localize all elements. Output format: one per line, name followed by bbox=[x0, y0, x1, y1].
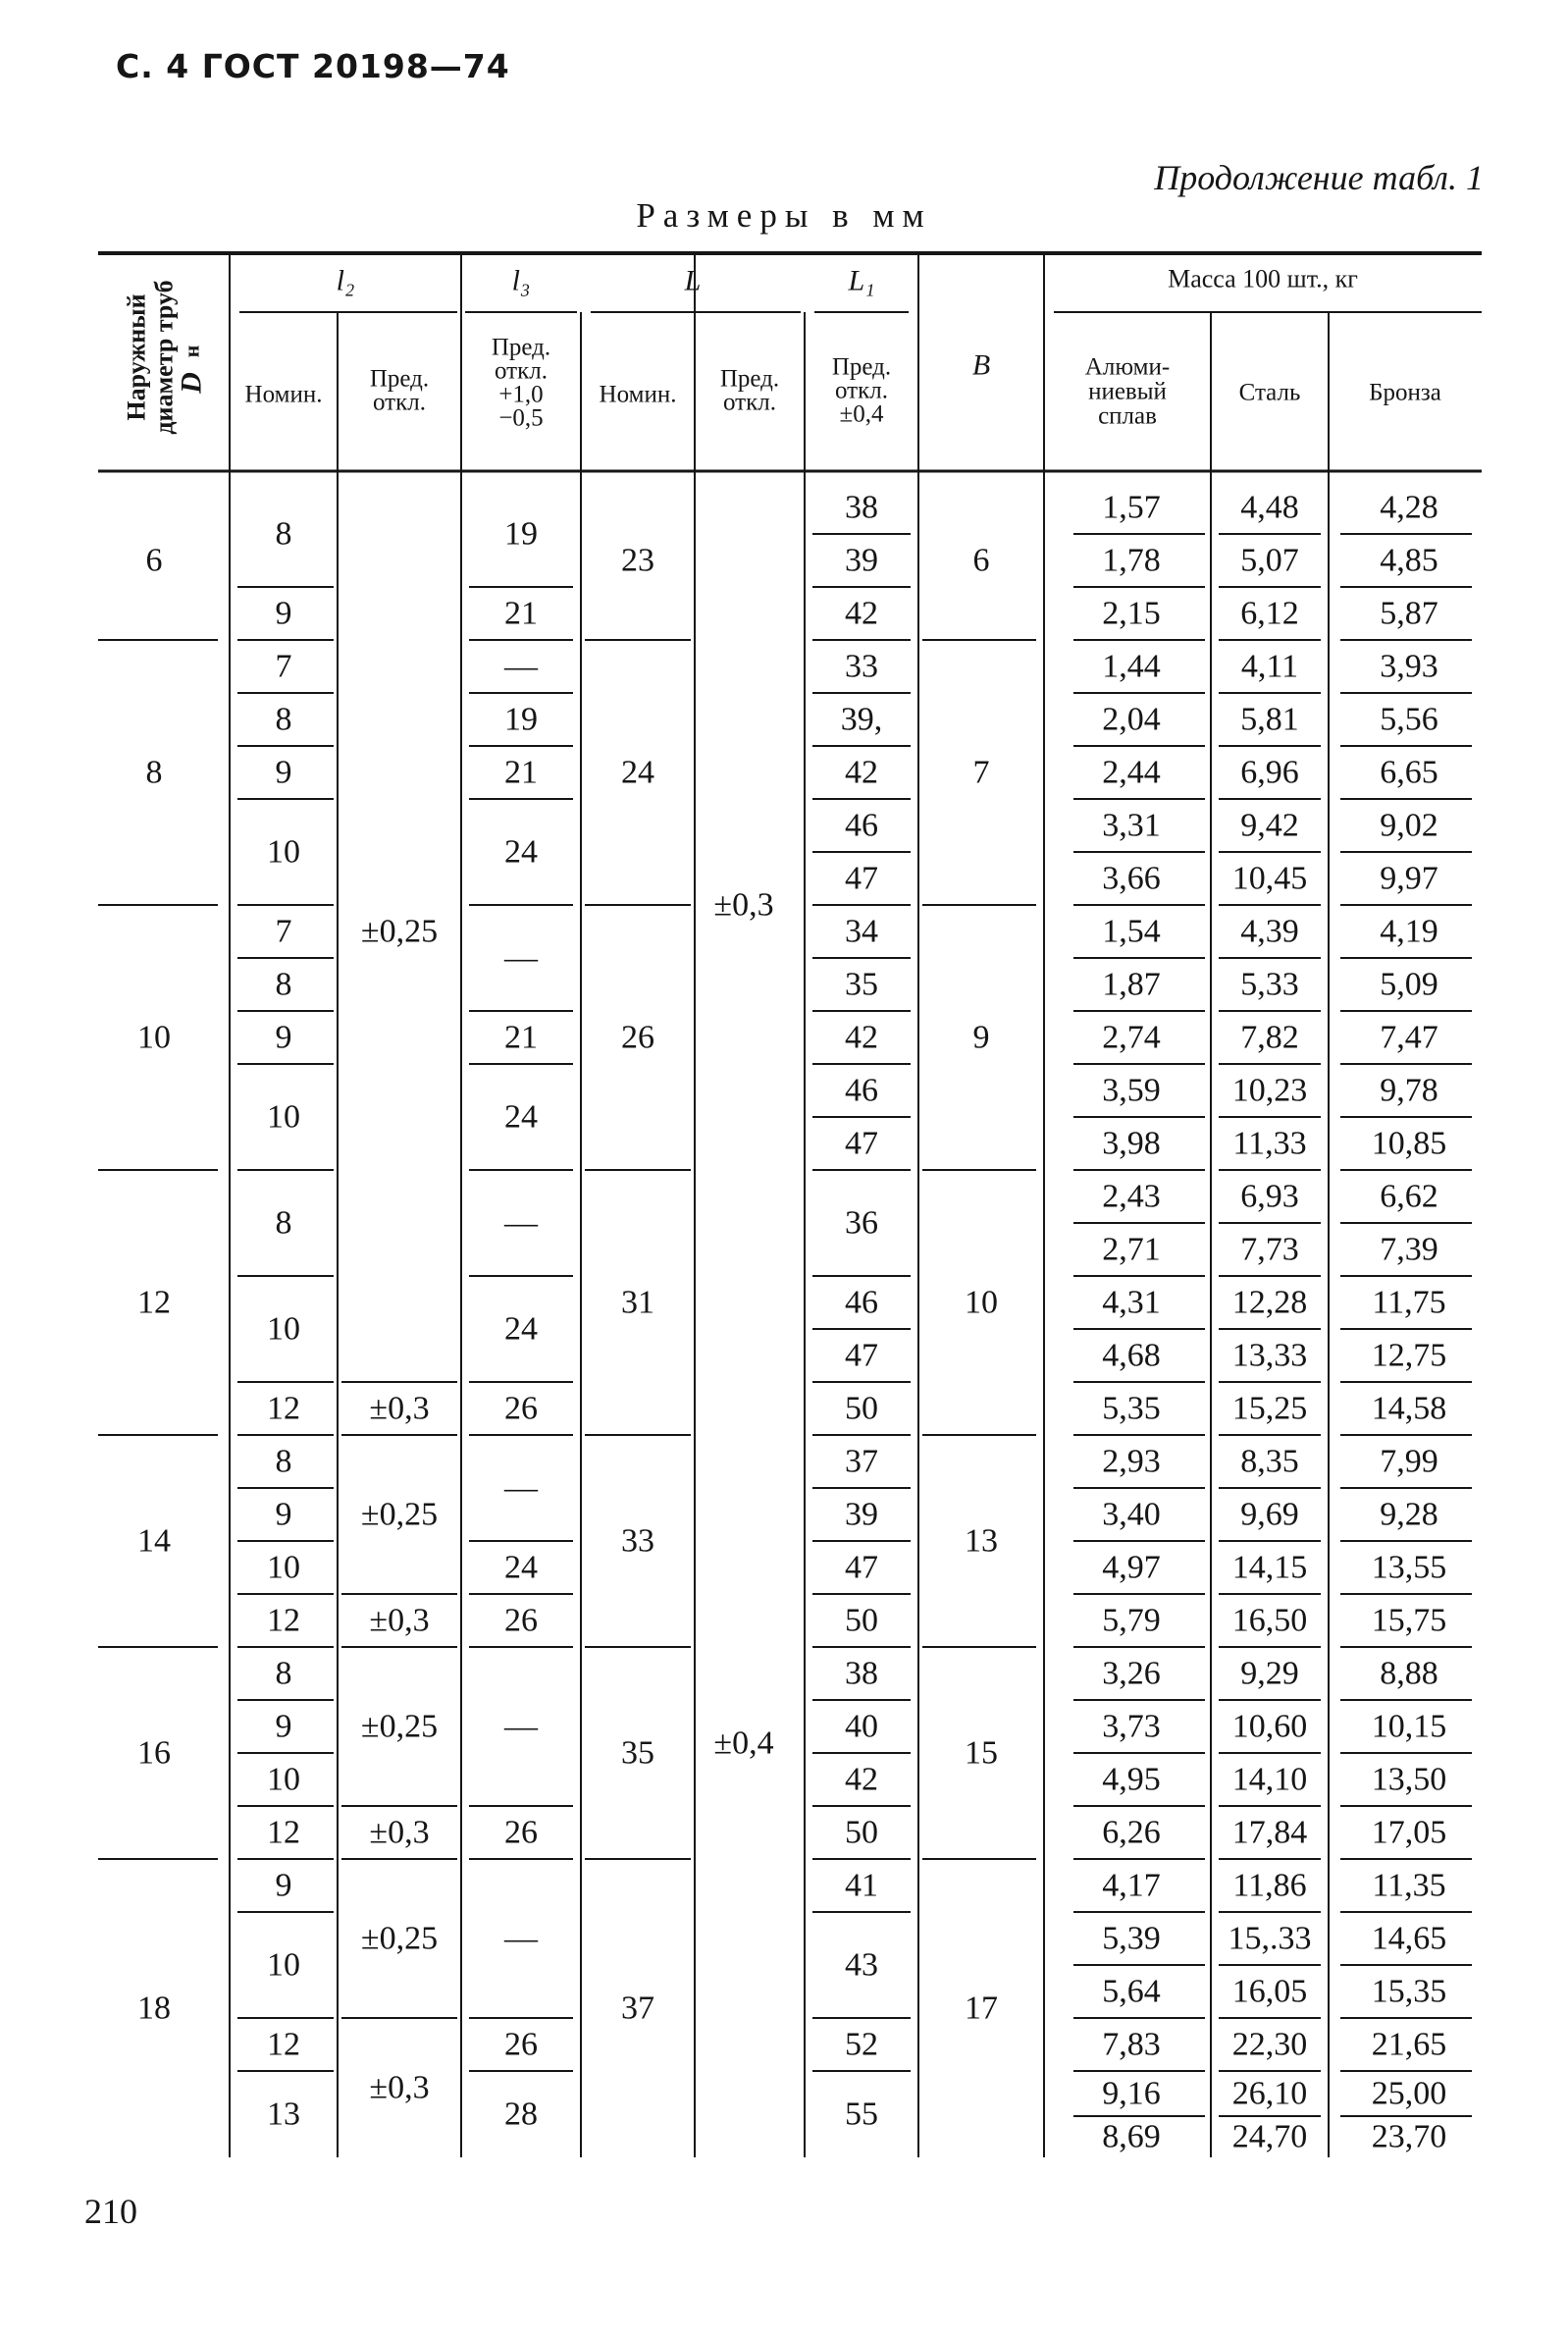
mass-aluminium-value: 2,15 bbox=[1102, 595, 1161, 632]
header-L1-deviation: откл. bbox=[835, 377, 888, 404]
mass-bronze-value: 12,75 bbox=[1371, 1337, 1447, 1374]
mass-aluminium-value: 9,16 bbox=[1102, 2075, 1161, 2112]
mass-steel-value: 10,45 bbox=[1231, 860, 1308, 897]
L1-value: 33 bbox=[845, 648, 878, 685]
L-nominal-value: 37 bbox=[621, 1990, 654, 2027]
l2-nominal-value: 10 bbox=[267, 833, 300, 871]
l2-nominal-value: 12 bbox=[267, 2026, 300, 2063]
mass-aluminium-value: 2,71 bbox=[1102, 1231, 1161, 1268]
mass-steel-value: 6,12 bbox=[1240, 595, 1299, 632]
B-value: 9 bbox=[972, 1019, 990, 1056]
mass-steel-value: 4,11 bbox=[1240, 648, 1299, 685]
l3-value: 24 bbox=[504, 1310, 538, 1348]
mass-aluminium-value: 1,78 bbox=[1102, 542, 1161, 579]
mass-aluminium-value: 4,95 bbox=[1102, 1761, 1161, 1798]
mass-aluminium-value: 3,98 bbox=[1102, 1125, 1161, 1162]
mass-steel-value: 13,33 bbox=[1231, 1337, 1308, 1374]
l2-deviation-value: ±0,25 bbox=[360, 913, 439, 950]
mass-steel-value: 4,48 bbox=[1240, 489, 1299, 526]
mass-aluminium-value: 1,54 bbox=[1102, 913, 1161, 950]
mass-steel-value: 5,81 bbox=[1240, 701, 1299, 738]
L1-value: 42 bbox=[845, 595, 878, 632]
l3-value: 21 bbox=[504, 754, 538, 791]
mass-bronze-value: 4,19 bbox=[1380, 913, 1438, 950]
mass-steel-value: 14,15 bbox=[1231, 1549, 1308, 1586]
mass-aluminium-value: 3,26 bbox=[1102, 1655, 1161, 1692]
header-l3: l₃ bbox=[511, 264, 531, 297]
l3-value: 26 bbox=[504, 1814, 538, 1851]
L1-value: 46 bbox=[845, 807, 878, 844]
l2-nominal-value: 8 bbox=[275, 515, 292, 553]
l3-value: — bbox=[504, 1920, 538, 1957]
mass-steel-value: 10,23 bbox=[1231, 1072, 1308, 1109]
l3-value: 21 bbox=[504, 1019, 538, 1056]
mass-aluminium-value: 5,64 bbox=[1102, 1973, 1161, 2010]
table-continuation-label: Продолжение табл. 1 bbox=[1154, 158, 1484, 197]
mass-steel-value: 7,82 bbox=[1240, 1019, 1299, 1056]
mass-bronze-value: 11,35 bbox=[1372, 1867, 1446, 1904]
mass-aluminium-value: 4,17 bbox=[1102, 1867, 1161, 1904]
header-l3-deviation: −0,5 bbox=[498, 404, 544, 432]
mass-bronze-value: 6,62 bbox=[1380, 1178, 1438, 1215]
header-L: L bbox=[684, 264, 702, 297]
mass-steel-value: 12,28 bbox=[1231, 1284, 1308, 1321]
mass-steel-value: 9,29 bbox=[1240, 1655, 1299, 1692]
mass-aluminium-value: 1,87 bbox=[1102, 966, 1161, 1003]
mass-aluminium-value: 3,31 bbox=[1102, 807, 1161, 844]
mass-aluminium-value: 6,26 bbox=[1102, 1814, 1161, 1851]
mass-bronze-value: 14,65 bbox=[1371, 1920, 1447, 1957]
mass-bronze-value: 10,85 bbox=[1371, 1125, 1447, 1162]
L1-value: 50 bbox=[845, 1390, 878, 1427]
outer-diameter-value: 12 bbox=[137, 1284, 171, 1321]
B-value: 15 bbox=[965, 1734, 998, 1772]
L1-value: 52 bbox=[845, 2026, 878, 2063]
L-deviation-value: ±0,4 bbox=[713, 1725, 774, 1762]
l2-nominal-value: 12 bbox=[267, 1814, 300, 1851]
l3-value: 28 bbox=[504, 2096, 538, 2133]
header-l3-deviation: +1,0 bbox=[498, 381, 544, 408]
B-value: 7 bbox=[972, 754, 990, 791]
header-B: B bbox=[971, 348, 991, 382]
l2-nominal-value: 7 bbox=[275, 648, 292, 685]
header-l3-deviation: откл. bbox=[495, 357, 548, 385]
header-l2-deviation: откл. bbox=[373, 389, 426, 416]
L1-value: 41 bbox=[845, 1867, 878, 1904]
header-outer-diameter: диаметр труб bbox=[149, 280, 179, 435]
outer-diameter-value: 8 bbox=[145, 754, 163, 791]
header-bronze: Бронза bbox=[1369, 379, 1441, 406]
L1-value: 42 bbox=[845, 1761, 878, 1798]
mass-aluminium-value: 1,44 bbox=[1102, 648, 1161, 685]
l3-value: 26 bbox=[504, 1390, 538, 1427]
mass-bronze-value: 25,00 bbox=[1371, 2075, 1447, 2112]
mass-steel-value: 9,69 bbox=[1240, 1496, 1299, 1533]
mass-aluminium-value: 5,39 bbox=[1102, 1920, 1161, 1957]
header-outer-diameter-subscript: н bbox=[179, 345, 204, 358]
mass-bronze-value: 7,39 bbox=[1380, 1231, 1438, 1268]
l2-nominal-value: 10 bbox=[267, 1761, 300, 1798]
header-L-deviation: откл. bbox=[723, 389, 776, 416]
mass-aluminium-value: 2,04 bbox=[1102, 701, 1161, 738]
l2-deviation-value: ±0,25 bbox=[360, 1496, 439, 1533]
mass-aluminium-value: 2,93 bbox=[1102, 1443, 1161, 1480]
L1-value: 35 bbox=[845, 966, 878, 1003]
mass-bronze-value: 7,47 bbox=[1380, 1019, 1438, 1056]
header-outer-diameter: Наружный bbox=[122, 293, 151, 421]
mass-bronze-value: 4,85 bbox=[1380, 542, 1438, 579]
L-nominal-value: 33 bbox=[621, 1522, 654, 1560]
l2-nominal-value: 10 bbox=[267, 1098, 300, 1136]
l2-nominal-value: 9 bbox=[275, 595, 292, 632]
mass-steel-value: 10,60 bbox=[1231, 1708, 1308, 1745]
header-L-deviation: Пред. bbox=[719, 365, 780, 393]
l2-nominal-value: 10 bbox=[267, 1310, 300, 1348]
mass-bronze-value: 4,28 bbox=[1380, 489, 1438, 526]
L-nominal-value: 24 bbox=[621, 754, 654, 791]
l2-deviation-value: ±0,25 bbox=[360, 1920, 439, 1957]
l3-value: 24 bbox=[504, 833, 538, 871]
mass-steel-value: 11,33 bbox=[1232, 1125, 1307, 1162]
l2-nominal-value: 9 bbox=[275, 1708, 292, 1745]
mass-aluminium-value: 2,43 bbox=[1102, 1178, 1161, 1215]
mass-bronze-value: 13,55 bbox=[1371, 1549, 1447, 1586]
L-nominal-value: 31 bbox=[621, 1284, 654, 1321]
l2-nominal-value: 8 bbox=[275, 1204, 292, 1242]
mass-bronze-value: 5,87 bbox=[1380, 595, 1438, 632]
l3-value: — bbox=[504, 1708, 538, 1745]
l2-nominal-value: 9 bbox=[275, 1867, 292, 1904]
mass-steel-value: 15,.33 bbox=[1228, 1920, 1312, 1957]
mass-steel-value: 14,10 bbox=[1231, 1761, 1308, 1798]
L1-value: 34 bbox=[845, 913, 878, 950]
mass-aluminium-value: 5,35 bbox=[1102, 1390, 1161, 1427]
mass-aluminium-value: 3,59 bbox=[1102, 1072, 1161, 1109]
mass-bronze-value: 11,75 bbox=[1372, 1284, 1446, 1321]
page-number: 210 bbox=[84, 2192, 137, 2231]
mass-bronze-value: 5,56 bbox=[1380, 701, 1438, 738]
l2-deviation-value: ±0,3 bbox=[369, 2069, 430, 2106]
B-value: 10 bbox=[965, 1284, 998, 1321]
l3-value: 19 bbox=[504, 515, 538, 553]
mass-bronze-value: 10,15 bbox=[1371, 1708, 1447, 1745]
L1-value: 42 bbox=[845, 1019, 878, 1056]
mass-bronze-value: 15,35 bbox=[1371, 1973, 1447, 2010]
L1-value: 50 bbox=[845, 1814, 878, 1851]
mass-steel-value: 4,39 bbox=[1240, 913, 1299, 950]
mass-aluminium-value: 5,79 bbox=[1102, 1602, 1161, 1639]
mass-aluminium-value: 3,73 bbox=[1102, 1708, 1161, 1745]
header-l2: l₂ bbox=[336, 264, 355, 297]
mass-bronze-value: 13,50 bbox=[1371, 1761, 1447, 1798]
mass-bronze-value: 9,28 bbox=[1380, 1496, 1438, 1533]
L1-value: 42 bbox=[845, 754, 878, 791]
mass-aluminium-value: 3,40 bbox=[1102, 1496, 1161, 1533]
mass-steel-value: 16,50 bbox=[1231, 1602, 1308, 1639]
l2-deviation-value: ±0,3 bbox=[369, 1390, 430, 1427]
l2-nominal-value: 10 bbox=[267, 1946, 300, 1984]
l2-nominal-value: 9 bbox=[275, 1019, 292, 1056]
outer-diameter-value: 18 bbox=[137, 1990, 171, 2027]
outer-diameter-value: 16 bbox=[137, 1734, 171, 1772]
mass-steel-value: 24,70 bbox=[1231, 2118, 1308, 2155]
mass-bronze-value: 7,99 bbox=[1380, 1443, 1438, 1480]
header-outer-diameter-symbol: D bbox=[175, 372, 208, 394]
mass-bronze-value: 6,65 bbox=[1380, 754, 1438, 791]
mass-bronze-value: 5,09 bbox=[1380, 966, 1438, 1003]
l2-deviation-value: ±0,3 bbox=[369, 1814, 430, 1851]
L1-value: 43 bbox=[845, 1946, 878, 1984]
mass-bronze-value: 14,58 bbox=[1371, 1390, 1447, 1427]
L-deviation-value: ±0,3 bbox=[713, 886, 774, 924]
mass-bronze-value: 8,88 bbox=[1380, 1655, 1438, 1692]
mass-bronze-value: 17,05 bbox=[1371, 1814, 1447, 1851]
l3-value: 26 bbox=[504, 2026, 538, 2063]
mass-bronze-value: 15,75 bbox=[1371, 1602, 1447, 1639]
L1-value: 37 bbox=[845, 1443, 878, 1480]
mass-steel-value: 22,30 bbox=[1231, 2026, 1308, 2063]
mass-steel-value: 5,33 bbox=[1240, 966, 1299, 1003]
l2-nominal-value: 9 bbox=[275, 1496, 292, 1533]
L-nominal-value: 26 bbox=[621, 1019, 654, 1056]
mass-aluminium-value: 2,74 bbox=[1102, 1019, 1161, 1056]
outer-diameter-value: 6 bbox=[145, 542, 163, 579]
mass-steel-value: 8,35 bbox=[1240, 1443, 1299, 1480]
header-l2-deviation: Пред. bbox=[369, 365, 430, 393]
mass-bronze-value: 9,78 bbox=[1380, 1072, 1438, 1109]
header-aluminium-alloy: Алюми- bbox=[1084, 353, 1171, 381]
L-nominal-value: 23 bbox=[621, 542, 654, 579]
page-header: С. 4 ГОСТ 20198—74 bbox=[116, 47, 510, 85]
L1-value: 47 bbox=[845, 1549, 878, 1586]
mass-bronze-value: 9,02 bbox=[1380, 807, 1438, 844]
header-aluminium-alloy: сплав bbox=[1098, 402, 1157, 430]
l3-value: — bbox=[504, 1469, 538, 1507]
L1-value: 50 bbox=[845, 1602, 878, 1639]
l2-nominal-value: 10 bbox=[267, 1549, 300, 1586]
mass-aluminium-value: 2,44 bbox=[1102, 754, 1161, 791]
L-nominal-value: 35 bbox=[621, 1734, 654, 1772]
mass-aluminium-value: 4,68 bbox=[1102, 1337, 1161, 1374]
l2-nominal-value: 9 bbox=[275, 754, 292, 791]
mass-steel-value: 6,96 bbox=[1240, 754, 1299, 791]
mass-bronze-value: 9,97 bbox=[1380, 860, 1438, 897]
mass-aluminium-value: 3,66 bbox=[1102, 860, 1161, 897]
header-steel: Сталь bbox=[1238, 379, 1301, 406]
l2-nominal-value: 8 bbox=[275, 1655, 292, 1692]
l2-nominal-value: 8 bbox=[275, 701, 292, 738]
l3-value: — bbox=[504, 939, 538, 977]
units-caption: Размеры в мм bbox=[636, 196, 932, 235]
L1-value: 39 bbox=[845, 542, 878, 579]
header-L-nominal: Номин. bbox=[599, 381, 677, 408]
mass-bronze-value: 21,65 bbox=[1371, 2026, 1447, 2063]
mass-aluminium-value: 4,31 bbox=[1102, 1284, 1161, 1321]
l2-deviation-value: ±0,3 bbox=[369, 1602, 430, 1639]
l3-value: 24 bbox=[504, 1549, 538, 1586]
l2-nominal-value: 7 bbox=[275, 913, 292, 950]
mass-steel-value: 5,07 bbox=[1240, 542, 1299, 579]
header-L1-deviation: ±0,4 bbox=[839, 400, 884, 428]
L1-value: 38 bbox=[845, 1655, 878, 1692]
header-L1: L₁ bbox=[848, 264, 875, 297]
L1-value: 39 bbox=[845, 1496, 878, 1533]
B-value: 6 bbox=[972, 542, 990, 579]
l2-nominal-value: 8 bbox=[275, 966, 292, 1003]
L1-value: 40 bbox=[845, 1708, 878, 1745]
L1-value: 47 bbox=[845, 860, 878, 897]
mass-aluminium-value: 7,83 bbox=[1102, 2026, 1161, 2063]
mass-steel-value: 26,10 bbox=[1231, 2075, 1308, 2112]
mass-bronze-value: 3,93 bbox=[1380, 648, 1438, 685]
B-value: 17 bbox=[965, 1990, 998, 2027]
L1-value: 36 bbox=[845, 1204, 878, 1242]
mass-aluminium-value: 1,57 bbox=[1102, 489, 1161, 526]
mass-steel-value: 11,86 bbox=[1232, 1867, 1307, 1904]
l2-nominal-value: 13 bbox=[267, 2096, 300, 2133]
mass-steel-value: 6,93 bbox=[1240, 1178, 1299, 1215]
header-l3-deviation: Пред. bbox=[491, 334, 551, 361]
l3-value: 26 bbox=[504, 1602, 538, 1639]
L1-value: 47 bbox=[845, 1125, 878, 1162]
l2-nominal-value: 12 bbox=[267, 1390, 300, 1427]
mass-steel-value: 7,73 bbox=[1240, 1231, 1299, 1268]
L1-value: 38 bbox=[845, 489, 878, 526]
header-mass: Масса 100 шт., кг bbox=[1168, 264, 1358, 293]
header-aluminium-alloy: ниевый bbox=[1088, 378, 1167, 405]
L1-value: 46 bbox=[845, 1072, 878, 1109]
mass-steel-value: 15,25 bbox=[1231, 1390, 1308, 1427]
L1-value: 39, bbox=[840, 701, 883, 738]
mass-aluminium-value: 4,97 bbox=[1102, 1549, 1161, 1586]
header-l2-nominal: Номин. bbox=[244, 381, 323, 408]
l3-value: — bbox=[504, 1204, 538, 1242]
L1-value: 55 bbox=[845, 2096, 878, 2133]
mass-aluminium-value: 8,69 bbox=[1102, 2118, 1161, 2155]
mass-steel-value: 17,84 bbox=[1231, 1814, 1308, 1851]
l2-deviation-value: ±0,25 bbox=[360, 1708, 439, 1745]
header-L1-deviation: Пред. bbox=[831, 353, 892, 381]
L1-value: 46 bbox=[845, 1284, 878, 1321]
l2-nominal-value: 8 bbox=[275, 1443, 292, 1480]
B-value: 13 bbox=[965, 1522, 998, 1560]
l2-nominal-value: 12 bbox=[267, 1602, 300, 1639]
mass-steel-value: 16,05 bbox=[1231, 1973, 1308, 2010]
mass-bronze-value: 23,70 bbox=[1371, 2118, 1447, 2155]
mass-steel-value: 9,42 bbox=[1240, 807, 1299, 844]
l3-value: 24 bbox=[504, 1098, 538, 1136]
outer-diameter-value: 14 bbox=[137, 1522, 171, 1560]
outer-diameter-value: 10 bbox=[137, 1019, 171, 1056]
L1-value: 47 bbox=[845, 1337, 878, 1374]
l3-value: 21 bbox=[504, 595, 538, 632]
l3-value: — bbox=[504, 648, 538, 685]
l3-value: 19 bbox=[504, 701, 538, 738]
